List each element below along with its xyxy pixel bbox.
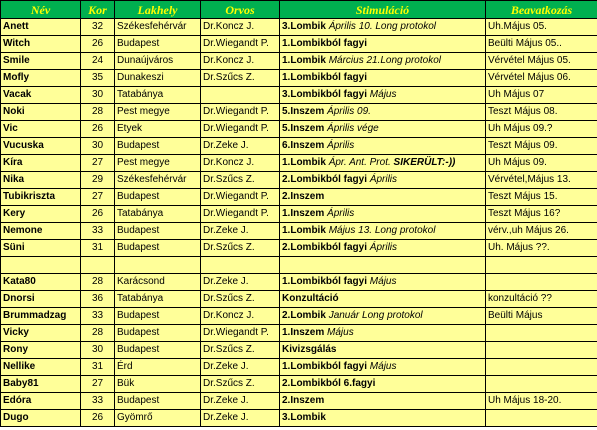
- cell-stimulation[interactable]: [280, 291, 486, 308]
- cell-city[interactable]: Tatabánya: [115, 291, 201, 308]
- cell-age[interactable]: 35: [81, 70, 115, 87]
- cell-stimulation[interactable]: [280, 138, 486, 155]
- cell-procedure[interactable]: Uh Május 07: [486, 87, 597, 104]
- cell-name[interactable]: Edóra: [1, 393, 81, 410]
- table-row: [1, 223, 597, 240]
- cell-procedure[interactable]: konzultáció ??: [486, 291, 597, 308]
- cell-doctor[interactable]: Dr.Szűcs Z.: [201, 70, 280, 87]
- cell-procedure[interactable]: Uh Május 09.: [486, 155, 597, 172]
- cell-city[interactable]: Tatabánya: [115, 206, 201, 223]
- cell-city[interactable]: Budapest: [115, 223, 201, 240]
- cell-stimulation[interactable]: [280, 36, 486, 53]
- table-body: [1, 19, 597, 427]
- cell-age[interactable]: 33: [81, 223, 115, 240]
- cell-procedure[interactable]: [486, 359, 597, 376]
- cell-name[interactable]: Noki: [1, 104, 81, 121]
- table-row: [1, 308, 597, 325]
- stimulation-detail: Március 21.Long protokol: [328, 55, 441, 66]
- cell-age[interactable]: 28: [81, 104, 115, 121]
- cell-name[interactable]: Vacak: [1, 87, 81, 104]
- cell-doctor[interactable]: Dr.Koncz J.: [201, 155, 280, 172]
- cell-doctor[interactable]: Dr.Zeke J.: [201, 274, 280, 291]
- stimulation-detail: Április vége: [327, 123, 379, 134]
- cell-doctor[interactable]: Dr.Wiegandt P.: [201, 121, 280, 138]
- cell-stimulation[interactable]: [280, 206, 486, 223]
- stimulation-type: Konzultáció: [282, 293, 339, 304]
- stimulation-type: 2.Lombikból fagyi: [282, 242, 368, 253]
- cell-age[interactable]: 33: [81, 308, 115, 325]
- stimulation-detail: Április 10. Long protokol: [328, 21, 436, 32]
- cell-city[interactable]: Tatabánya: [115, 87, 201, 104]
- table-row: [1, 53, 597, 70]
- cell-age[interactable]: 26: [81, 206, 115, 223]
- cell-name[interactable]: Witch: [1, 36, 81, 53]
- table-row: [1, 410, 597, 427]
- cell-procedure[interactable]: Teszt Május 16?: [486, 206, 597, 223]
- cell-procedure[interactable]: vérv.,uh Május 26.: [486, 223, 597, 240]
- cell-doctor[interactable]: Dr.Wiegandt P.: [201, 104, 280, 121]
- cell-stimulation[interactable]: [280, 87, 486, 104]
- table-row: [1, 19, 597, 36]
- cell-city[interactable]: Dunakeszi: [115, 70, 201, 87]
- cell-procedure[interactable]: Vérvétel,Május 13.: [486, 172, 597, 189]
- cell-city[interactable]: Pest megye: [115, 155, 201, 172]
- stimulation-type: 1.Lombik: [282, 157, 326, 168]
- cell-doctor[interactable]: Dr.Wiegandt P.: [201, 206, 280, 223]
- cell-procedure[interactable]: [486, 257, 597, 274]
- cell-doctor[interactable]: Dr.Zeke J.: [201, 223, 280, 240]
- stimulation-type: 5.Inszem: [282, 106, 325, 117]
- cell-age[interactable]: 30: [81, 87, 115, 104]
- stimulation-type: 1.Lombikból fagyi: [282, 361, 368, 372]
- cell-city[interactable]: Székesfehérvár: [115, 19, 201, 36]
- stimulation-type: 3.Lombikból fagyi: [282, 89, 368, 100]
- cell-procedure[interactable]: Teszt Május 08.: [486, 104, 597, 121]
- table-row: [1, 87, 597, 104]
- cell-name[interactable]: Rony: [1, 342, 81, 359]
- stimulation-type: 1.Lombik: [282, 225, 326, 236]
- cell-city[interactable]: Budapest: [115, 240, 201, 257]
- cell-stimulation[interactable]: [280, 308, 486, 325]
- cell-name[interactable]: Kery: [1, 206, 81, 223]
- cell-procedure[interactable]: Teszt Május 15.: [486, 189, 597, 206]
- cell-procedure[interactable]: Uh Május 09.?: [486, 121, 597, 138]
- cell-stimulation[interactable]: [280, 104, 486, 121]
- stimulation-type: 1.Lombikból fagyi: [282, 38, 368, 49]
- cell-name[interactable]: Tubikriszta: [1, 189, 81, 206]
- cell-city[interactable]: Etyek: [115, 121, 201, 138]
- cell-procedure[interactable]: Vérvétel Május 06.: [486, 70, 597, 87]
- stimulation-type: 1.Inszem: [282, 327, 325, 338]
- cell-age[interactable]: 32: [81, 19, 115, 36]
- table-row: [1, 189, 597, 206]
- header-age[interactable]: Kor: [81, 1, 115, 19]
- cell-name[interactable]: Smile: [1, 53, 81, 70]
- table-row: [1, 240, 597, 257]
- header-city[interactable]: Lakhely: [115, 1, 201, 19]
- table-row: [1, 206, 597, 223]
- cell-name[interactable]: Dugo: [1, 410, 81, 427]
- cell-city[interactable]: Dunaújváros: [115, 53, 201, 70]
- cell-age[interactable]: 29: [81, 172, 115, 189]
- cell-doctor[interactable]: Dr.Koncz J.: [201, 53, 280, 70]
- cell-procedure[interactable]: Uh.Május 05.: [486, 19, 597, 36]
- cell-doctor[interactable]: [201, 87, 280, 104]
- table-row: [1, 172, 597, 189]
- cell-procedure[interactable]: Beülti Május: [486, 308, 597, 325]
- cell-city[interactable]: Budapest: [115, 36, 201, 53]
- header-procedure[interactable]: Beavatkozás: [486, 1, 597, 19]
- cell-procedure[interactable]: [486, 325, 597, 342]
- cell-stimulation[interactable]: [280, 53, 486, 70]
- cell-name[interactable]: Dnorsi: [1, 291, 81, 308]
- table-row: [1, 342, 597, 359]
- cell-doctor[interactable]: Dr.Szűcs Z.: [201, 240, 280, 257]
- cell-name[interactable]: Mofly: [1, 70, 81, 87]
- cell-name[interactable]: Anett: [1, 19, 81, 36]
- stimulation-type: 1.Inszem: [282, 208, 325, 219]
- table-row: [1, 155, 597, 172]
- cell-doctor[interactable]: Dr.Szűcs Z.: [201, 342, 280, 359]
- table-row: [1, 291, 597, 308]
- cell-doctor[interactable]: Dr.Szűcs Z.: [201, 376, 280, 393]
- stimulation-type: 5.Inszem: [282, 123, 325, 134]
- cell-age[interactable]: 26: [81, 410, 115, 427]
- stimulation-type: 1.Lombikból fagyi: [282, 276, 368, 287]
- cell-stimulation[interactable]: [280, 410, 486, 427]
- cell-doctor[interactable]: Dr.Zeke J.: [201, 393, 280, 410]
- cell-procedure[interactable]: Vérvétel Május 05.: [486, 53, 597, 70]
- stimulation-type: 2.Inszem: [282, 191, 325, 202]
- cell-doctor[interactable]: Dr.Wiegandt P.: [201, 325, 280, 342]
- cell-city[interactable]: [115, 257, 201, 274]
- cell-procedure[interactable]: Teszt Május 09.: [486, 138, 597, 155]
- cell-name[interactable]: Süni: [1, 240, 81, 257]
- cell-name[interactable]: Nellike: [1, 359, 81, 376]
- table-row: [1, 274, 597, 291]
- stimulation-type: 3.Lombik: [282, 21, 326, 32]
- cell-stimulation[interactable]: [280, 172, 486, 189]
- table-row: [1, 393, 597, 410]
- cell-doctor[interactable]: [201, 257, 280, 274]
- cell-doctor[interactable]: Dr.Zeke J.: [201, 138, 280, 155]
- cell-age[interactable]: 31: [81, 359, 115, 376]
- stimulation-detail: Április: [369, 174, 398, 185]
- cell-stimulation[interactable]: [280, 376, 486, 393]
- stimulation-detail: Május: [369, 276, 397, 287]
- cell-doctor[interactable]: Dr.Szűcs Z.: [201, 291, 280, 308]
- cell-city[interactable]: Budapest: [115, 393, 201, 410]
- stimulation-detail: Május: [327, 327, 354, 338]
- table-row: [1, 36, 597, 53]
- cell-stimulation[interactable]: [280, 393, 486, 410]
- cell-city[interactable]: Budapest: [115, 342, 201, 359]
- cell-procedure[interactable]: [486, 376, 597, 393]
- cell-name[interactable]: Vic: [1, 121, 81, 138]
- table-row: [1, 104, 597, 121]
- stimulation-detail: Április: [369, 242, 398, 253]
- table-row: [1, 257, 597, 274]
- cell-city[interactable]: Gyömrő: [115, 410, 201, 427]
- stimulation-type: 2.Lombik: [282, 310, 326, 321]
- cell-city[interactable]: Székesfehérvár: [115, 172, 201, 189]
- cell-doctor[interactable]: Dr.Zeke J.: [201, 359, 280, 376]
- table-row: [1, 121, 597, 138]
- stimulation-detail: Május 13. Long protokol: [328, 225, 436, 236]
- table-row: [1, 70, 597, 87]
- cell-doctor[interactable]: Dr.Koncz J.: [201, 308, 280, 325]
- stimulation-type: 1.Lombik: [282, 55, 326, 66]
- stimulation-type: 3.Lombik: [282, 412, 326, 423]
- stimulation-detail: Május: [369, 361, 397, 372]
- header-row: [1, 1, 597, 19]
- table-row: [1, 376, 597, 393]
- cell-stimulation[interactable]: [280, 257, 486, 274]
- cell-city[interactable]: Budapest: [115, 325, 201, 342]
- cell-doctor[interactable]: Dr.Wiegandt P.: [201, 189, 280, 206]
- cell-age[interactable]: 36: [81, 291, 115, 308]
- cell-procedure[interactable]: [486, 410, 597, 427]
- stimulation-detail: Május: [369, 89, 397, 100]
- cell-age[interactable]: 27: [81, 155, 115, 172]
- cell-stimulation[interactable]: [280, 155, 486, 172]
- stimulation-type: 2.Lombikból 6.fagyi: [282, 378, 376, 389]
- cell-stimulation[interactable]: [280, 359, 486, 376]
- stimulation-detail: Április: [327, 140, 355, 151]
- cell-age[interactable]: [81, 257, 115, 274]
- cell-age[interactable]: 27: [81, 189, 115, 206]
- cell-age[interactable]: 30: [81, 138, 115, 155]
- cell-procedure[interactable]: Uh. Május ??.: [486, 240, 597, 257]
- cell-stimulation[interactable]: [280, 70, 486, 87]
- cell-procedure[interactable]: [486, 342, 597, 359]
- cell-age[interactable]: 26: [81, 121, 115, 138]
- stimulation-detail: Január Long protokol: [328, 310, 423, 321]
- cell-age[interactable]: 28: [81, 274, 115, 291]
- cell-name[interactable]: Vicky: [1, 325, 81, 342]
- cell-doctor[interactable]: Dr.Wiegandt P.: [201, 36, 280, 53]
- cell-age[interactable]: 24: [81, 53, 115, 70]
- cell-procedure[interactable]: [486, 274, 597, 291]
- cell-stimulation[interactable]: [280, 325, 486, 342]
- cell-stimulation[interactable]: [280, 121, 486, 138]
- cell-doctor[interactable]: Dr.Szűcs Z.: [201, 172, 280, 189]
- cell-city[interactable]: Pest megye: [115, 104, 201, 121]
- cell-stimulation[interactable]: [280, 274, 486, 291]
- header-doctor[interactable]: Orvos: [201, 1, 280, 19]
- cell-age[interactable]: 33: [81, 393, 115, 410]
- cell-stimulation[interactable]: [280, 240, 486, 257]
- cell-name[interactable]: Kata80: [1, 274, 81, 291]
- cell-procedure[interactable]: Beülti Május 05..: [486, 36, 597, 53]
- cell-name[interactable]: Nika: [1, 172, 81, 189]
- cell-stimulation[interactable]: [280, 223, 486, 240]
- stimulation-note: SIKERÜLT:-)): [393, 157, 456, 168]
- cell-stimulation[interactable]: [280, 342, 486, 359]
- cell-name[interactable]: Nemone: [1, 223, 81, 240]
- table-row: [1, 138, 597, 155]
- cell-age[interactable]: 31: [81, 240, 115, 257]
- cell-age[interactable]: 26: [81, 36, 115, 53]
- stimulation-type: Kivizsgálás: [282, 344, 337, 355]
- cell-age[interactable]: 28: [81, 325, 115, 342]
- cell-city[interactable]: Érd: [115, 359, 201, 376]
- cell-city[interactable]: Budapest: [115, 138, 201, 155]
- stimulation-detail: Április: [327, 208, 355, 219]
- cell-procedure[interactable]: Uh Május 18-20.: [486, 393, 597, 410]
- stimulation-detail: Ápr. Ant. Prot.: [328, 157, 391, 168]
- cell-name[interactable]: Vucuska: [1, 138, 81, 155]
- stimulation-detail: Április 09.: [327, 106, 371, 117]
- cell-doctor[interactable]: Dr.Koncz J.: [201, 19, 280, 36]
- cell-doctor[interactable]: Dr.Zeke J.: [201, 410, 280, 427]
- cell-city[interactable]: Budapest: [115, 189, 201, 206]
- stimulation-type: 1.Lombikból fagyi: [282, 72, 368, 83]
- cell-city[interactable]: Karácsond: [115, 274, 201, 291]
- header-name[interactable]: Név: [1, 1, 81, 19]
- header-stimulation[interactable]: Stimuláció: [280, 1, 486, 19]
- cell-stimulation[interactable]: [280, 19, 486, 36]
- stimulation-type: 6.Inszem: [282, 140, 325, 151]
- cell-stimulation[interactable]: [280, 189, 486, 206]
- cell-age[interactable]: 30: [81, 342, 115, 359]
- table-row: [1, 325, 597, 342]
- cell-name[interactable]: Baby81: [1, 376, 81, 393]
- stimulation-type: 2.Lombikból fagyi: [282, 174, 368, 185]
- cell-city[interactable]: Bük: [115, 376, 201, 393]
- stimulation-type: 2.Inszem: [282, 395, 325, 406]
- cell-name[interactable]: Brummadzag: [1, 308, 81, 325]
- cell-name[interactable]: [1, 257, 81, 274]
- cell-city[interactable]: Budapest: [115, 308, 201, 325]
- cell-name[interactable]: Kíra: [1, 155, 81, 172]
- cell-age[interactable]: 27: [81, 376, 115, 393]
- table-row: [1, 359, 597, 376]
